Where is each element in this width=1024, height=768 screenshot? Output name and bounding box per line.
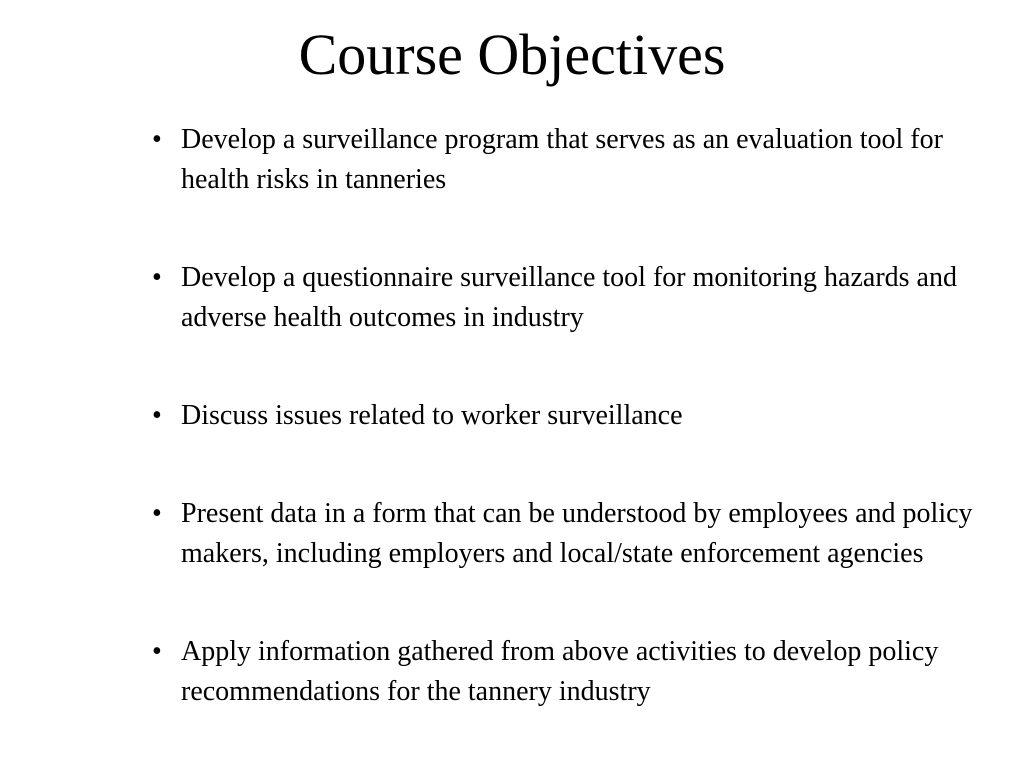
slide-title: Course Objectives bbox=[298, 22, 726, 87]
list-item-text: Develop a surveillance program that serves as an evaluation tool for health risks in tanneries bbox=[181, 124, 943, 195]
list-item-text: Apply information gathered from above activities to develop policy recommendations for the tannery industry bbox=[181, 636, 939, 707]
bullet-icon: • bbox=[152, 124, 162, 155]
bullet-icon: • bbox=[152, 636, 162, 667]
list-item-text: Discuss issues related to worker surveillance bbox=[181, 400, 683, 431]
list-item-text: Present data in a form that can be understood by employees and policy makers, including employers and local/state enforcement agencies bbox=[181, 498, 973, 569]
list-item-text: Develop a questionnaire surveillance tool for monitoring hazards and adverse health outcomes in industry bbox=[181, 262, 957, 333]
list-item bbox=[152, 120, 982, 200]
list-item bbox=[152, 396, 982, 436]
bullet-icon: • bbox=[152, 262, 162, 293]
list-item bbox=[152, 632, 982, 712]
list-item bbox=[152, 494, 982, 574]
objectives-list bbox=[152, 120, 982, 712]
bullet-icon: • bbox=[152, 498, 162, 529]
list-item bbox=[152, 258, 982, 338]
bullet-icon: • bbox=[152, 400, 162, 431]
